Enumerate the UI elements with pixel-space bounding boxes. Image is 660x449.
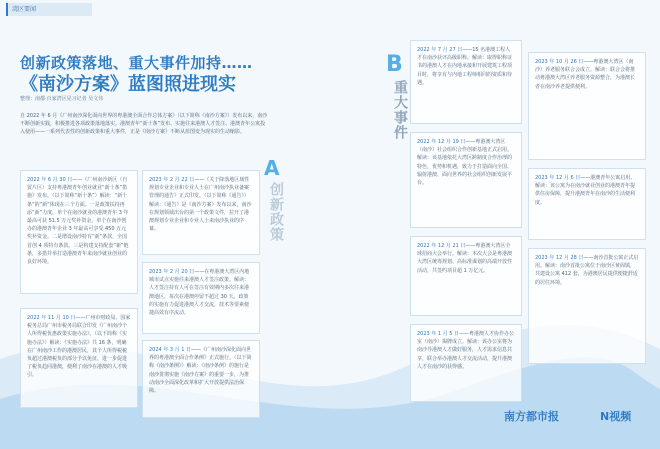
card-text: ——在粤港澳大湾区内地城市试点实施往来港澳人才签注政策。解读：人才签注持有人可在签注有效期内多次往来港澳地区，每次在港澳停留不超过 30 天。政策的实施有力促进港澳人才交流，技术等要素便捷高效有序流动。 bbox=[149, 269, 250, 317]
card-date: 2022 年 7 月 27 日 bbox=[417, 47, 463, 53]
intro-paragraph: 自 2022 年 6 月《广州南沙深化面向世界的粤港澳全面合作总体方案》（以下简称《南沙方案》）发布以来，南沙不断创新实践，积极推进各项政策落地落实。港澳青年“新十条”发布、实施往来港澳人才签注、港澳青年公寓投入使用——一系列代表性的创新政策和重大事件，正是《南沙方案》不断从蓝图变为现实的生动缩影。 bbox=[20, 113, 268, 135]
card-date: 2023 年 10 月 26 日 bbox=[535, 59, 584, 65]
card-event-7 bbox=[528, 248, 646, 364]
headline-line2: 《南沙方案》蓝图照进现实 bbox=[20, 74, 236, 95]
section-b-letter: B bbox=[386, 52, 403, 77]
card-text: ——广州市财政局、国家税务总局广州市税务局联合印发《广州南沙个人所得税优惠政策实施办法》。（以下简称《实施办法》）解读：《实施办法》共 16 条，明确在广州南沙工作的港澳居民，其个人所得税税负超过港澳税负的部分予以免征，进一步促进了税负趋同港澳，便利了南沙在港澳的人才吸引。 bbox=[27, 315, 131, 379]
card-text: ——南沙首批公寓正式启用。解读：南沙首批公寓位于南沙区黄阁镇，共建设公寓 412 套，为港澳居民提供便捷舒适的居住环境。 bbox=[535, 255, 639, 286]
card-policy-2 bbox=[20, 308, 138, 408]
card-event-2 bbox=[410, 132, 522, 228]
newspaper-logo: 南方都市报 bbox=[504, 410, 559, 423]
card-event-4 bbox=[410, 324, 522, 402]
card-text: ——粤港澳大湾区（南沙）社会组织合作创新基地正式启用。解读：该基地依托大湾区跨制度合作治理的特色，优势和机遇，致力于打造面向全国、辐射港澳、面向世界的社会组织创新发展平台。 bbox=[417, 139, 513, 187]
card-text: ——《广州南沙深化面向世界的粤港澳全面合作条例》正式施行。（以下简称《南沙条例》）解读：《南沙条例》的施行是南沙贯彻实施《南沙方案》的重要一步，为推动南沙全面深化改革和扩大开放提供法治保障。 bbox=[149, 347, 252, 395]
card-policy-5 bbox=[142, 340, 260, 418]
card-event-5 bbox=[528, 52, 646, 160]
nvideo-logo: N视频 bbox=[600, 410, 632, 423]
card-event-3 bbox=[410, 236, 522, 316]
card-policy-3 bbox=[142, 170, 260, 255]
card-text: ——《广州南沙新区（自贸片区）支持粤港澳青年创业就业“新十条”措施》发布。（以下简称“新十条”）解读：“新十条”的“新”体现在三个方面。一是政策扶持再添“新”力度，单个在南沙就业的港澳青年 3 年最高可获 51.5 万元奖补资金，单个在南沙创办的港澳青年企业 3 年最高可享受 450 万元奖补资金。二是增设南沙特有“新”条款，全国首创 4 项特有条款。三是构建支持配套“新”链条，多措并举打造港澳青年来南沙就业创业的良好环境。 bbox=[27, 177, 129, 266]
section-a-letter: A bbox=[264, 156, 280, 180]
card-date: 2022 年 6 月 30 日 bbox=[27, 177, 73, 183]
card-policy-1 bbox=[20, 170, 138, 294]
card-date: 2023 年 1 月 5 日 bbox=[417, 331, 460, 337]
card-text: ——粤港澳大湾区（南沙）养老服务联合会成立。解读：联合会将推动粤港澳大湾区养老服务资源整合，为港澳长者在南沙养老提供便利。 bbox=[535, 59, 636, 90]
card-date: 2023 年 12 月 6 日 bbox=[535, 175, 581, 181]
section-tag: 湾区要闻 bbox=[6, 3, 92, 16]
card-date: 2022 年 11 月 10 日 bbox=[27, 315, 76, 321]
card-text: ——粤港澳大湾区全球招商大会举行。解读：本次大会是粤港澳大湾区统筹规划、高标准谋划的高端开放性活动，共签约项目超 1 万亿元。 bbox=[417, 243, 513, 274]
section-a-label: 创新政策 bbox=[268, 182, 284, 242]
card-text: ——《关于降落地区域性规划专业企业和专业人士在广州南沙执业备案管理的通告》正式印发。（以下简称《通告》）解读：《通告》是《南沙方案》发布以来，南沙在规划领域出台的第一个政策文件，拉开了港澳规划专业企业和专业人士来南沙执业的序幕。 bbox=[149, 177, 252, 233]
section-b-label: 重大事件 bbox=[392, 80, 408, 140]
headline-line1: 创新政策落地、重大事件加持…… bbox=[20, 54, 253, 72]
card-text: ——15 名港澳工程人才在南沙获评高级职称。解读：取得职称证书的港澳人才在内地承接和开展建筑工程项目时，将享有与内地工程师相同的资质和待遇。 bbox=[417, 47, 513, 86]
card-text: ——粤港澳人才协作办公室（南沙）揭牌成立。解读：该办公室将为南沙导港澳人才做好服务，人才需求信息共享，联合举办港澳人才交流活动，提升港澳人才在南沙的获得感。 bbox=[417, 331, 515, 370]
card-date: 2022 年 12 月 21 日 bbox=[417, 243, 466, 249]
card-event-6 bbox=[528, 168, 646, 240]
card-date: 2023 年 12 月 28 日 bbox=[535, 255, 584, 261]
card-policy-4 bbox=[142, 262, 260, 334]
card-date: 2023 年 2 月 20 日 bbox=[149, 269, 195, 275]
card-date: 2024 年 3 月 1 日 bbox=[149, 347, 192, 353]
byline: 整理：南都·百家湾区见习记者 吴文伟 bbox=[20, 96, 104, 102]
card-date: 2022 年 12 月 19 日 bbox=[417, 139, 466, 145]
card-event-1 bbox=[410, 40, 522, 124]
card-text: ——港澳青年公寓启用。解读：该公寓为在南沙就业创业的港澳青年提供住房保障，提升港澳青年在南沙的生活便利度。 bbox=[535, 175, 636, 206]
card-date: 2023 年 2 月 22 日 bbox=[149, 177, 195, 183]
